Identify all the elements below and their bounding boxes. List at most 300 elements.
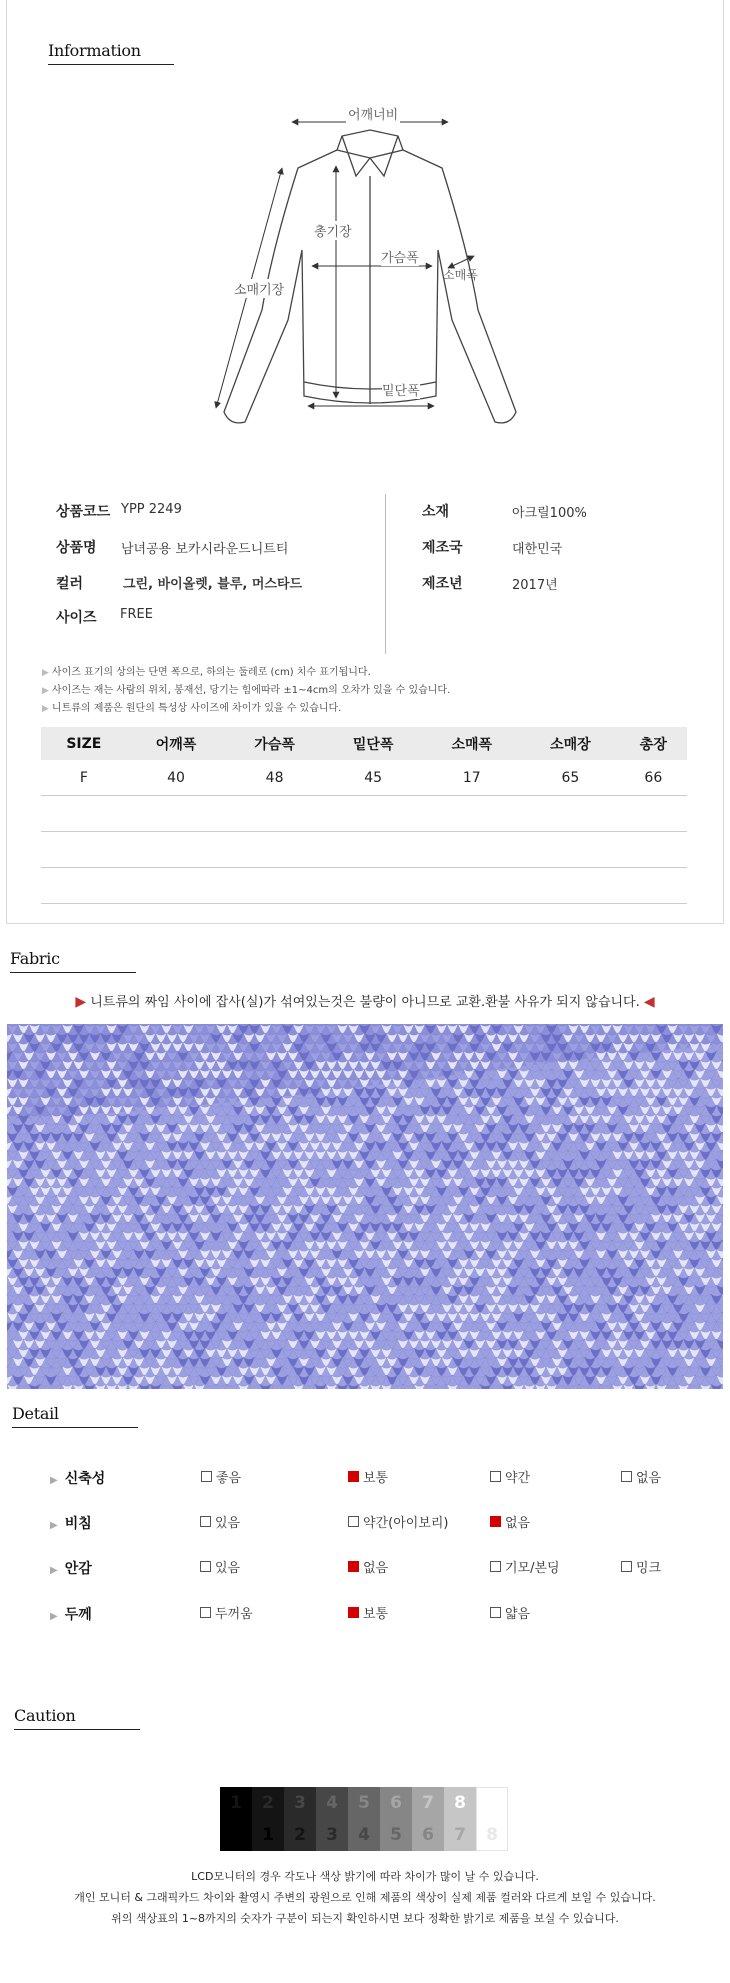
knit-stitch bbox=[194, 1294, 205, 1304]
knit-stitch bbox=[7, 1159, 13, 1169]
option-checkbox[interactable]: 없음 bbox=[490, 1512, 530, 1531]
knit-stitch bbox=[101, 1339, 112, 1349]
knit-stitch bbox=[365, 1303, 376, 1313]
knit-stitch bbox=[634, 1258, 645, 1268]
knit-stitch bbox=[585, 1375, 596, 1385]
knit-stitch bbox=[458, 1276, 469, 1286]
knit-stitch bbox=[453, 1285, 464, 1295]
knit-stitch bbox=[260, 1204, 271, 1214]
knit-stitch bbox=[469, 1204, 480, 1214]
knit-stitch bbox=[645, 1096, 656, 1106]
knit-stitch bbox=[343, 1195, 354, 1205]
knit-stitch bbox=[299, 1249, 310, 1259]
knit-stitch bbox=[282, 1330, 293, 1340]
knit-stitch bbox=[645, 1078, 656, 1088]
knit-stitch bbox=[557, 1312, 568, 1322]
knit-stitch bbox=[7, 1348, 18, 1358]
knit-stitch bbox=[700, 1204, 711, 1214]
knit-stitch bbox=[535, 1168, 546, 1178]
knit-stitch bbox=[453, 1231, 464, 1241]
knit-stitch bbox=[695, 1123, 706, 1133]
knit-stitch bbox=[431, 1087, 442, 1097]
knit-stitch bbox=[546, 1078, 557, 1088]
knit-stitch bbox=[310, 1285, 321, 1295]
knit-stitch bbox=[491, 1294, 502, 1304]
knit-stitch bbox=[354, 1231, 365, 1241]
knit-stitch bbox=[161, 1294, 172, 1304]
knit-stitch bbox=[700, 1150, 711, 1160]
knit-stitch bbox=[73, 1168, 84, 1178]
knit-stitch bbox=[524, 1204, 535, 1214]
size-note: ▶ 사이즈는 재는 사람의 위치, 봉재선, 당기는 힘에따라 ±1~4cm의 오차가 있을 수 있습니다. bbox=[42, 685, 451, 696]
knit-stitch bbox=[524, 1366, 535, 1376]
knit-stitch bbox=[640, 1303, 651, 1313]
knit-stitch bbox=[84, 1132, 95, 1142]
knit-stitch bbox=[238, 1348, 249, 1358]
knit-stitch bbox=[227, 1132, 238, 1142]
knit-stitch bbox=[128, 1330, 139, 1340]
knit-stitch bbox=[491, 1132, 502, 1142]
knit-stitch bbox=[706, 1231, 717, 1241]
knit-stitch bbox=[29, 1312, 40, 1322]
knit-stitch bbox=[535, 1366, 546, 1376]
knit-stitch bbox=[453, 1177, 464, 1187]
knit-stitch bbox=[425, 1168, 436, 1178]
knit-stitch bbox=[29, 1258, 40, 1268]
knit-stitch bbox=[469, 1132, 480, 1142]
knit-stitch bbox=[156, 1141, 167, 1151]
knit-stitch bbox=[13, 1195, 24, 1205]
knit-stitch bbox=[326, 1204, 337, 1214]
knit-stitch bbox=[717, 1249, 724, 1259]
knit-stitch bbox=[332, 1213, 343, 1223]
knit-stitch bbox=[623, 1240, 634, 1250]
knit-stitch bbox=[13, 1375, 24, 1385]
knit-stitch bbox=[414, 1222, 425, 1232]
knit-stitch bbox=[480, 1150, 491, 1160]
knit-stitch bbox=[491, 1186, 502, 1196]
knit-stitch bbox=[211, 1321, 222, 1331]
knit-stitch bbox=[640, 1231, 651, 1241]
knit-stitch bbox=[51, 1330, 62, 1340]
knit-stitch bbox=[123, 1159, 134, 1169]
knit-stitch bbox=[139, 1114, 150, 1124]
knit-stitch bbox=[233, 1159, 244, 1169]
knit-stitch bbox=[689, 1366, 700, 1376]
knit-stitch bbox=[590, 1078, 601, 1088]
knit-stitch bbox=[161, 1312, 172, 1322]
knit-stitch bbox=[541, 1123, 552, 1133]
option-checkbox[interactable]: 없음 bbox=[621, 1467, 661, 1486]
knit-stitch bbox=[722, 1348, 723, 1358]
knit-stitch bbox=[711, 1240, 722, 1250]
knit-stitch bbox=[706, 1357, 717, 1367]
knit-stitch bbox=[194, 1276, 205, 1286]
knit-stitch bbox=[7, 1240, 18, 1250]
knit-stitch bbox=[167, 1123, 178, 1133]
knit-stitch bbox=[260, 1114, 271, 1124]
knit-stitch bbox=[321, 1303, 332, 1313]
knit-stitch bbox=[651, 1285, 662, 1295]
knit-stitch bbox=[161, 1168, 172, 1178]
knit-stitch bbox=[7, 1204, 18, 1214]
knit-stitch bbox=[535, 1348, 546, 1358]
knit-stitch bbox=[436, 1348, 447, 1358]
knit-stitch bbox=[123, 1249, 134, 1259]
gray-swatch-bottom: 3 bbox=[316, 1819, 348, 1851]
knit-stitch bbox=[612, 1204, 623, 1214]
knit-stitch bbox=[238, 1204, 249, 1214]
knit-stitch bbox=[464, 1231, 475, 1241]
knit-stitch bbox=[348, 1240, 359, 1250]
knit-stitch bbox=[178, 1123, 189, 1133]
option-checkbox[interactable]: 좋음 bbox=[201, 1467, 241, 1486]
knit-stitch bbox=[678, 1384, 689, 1389]
knit-stitch bbox=[574, 1267, 585, 1277]
knit-stitch bbox=[381, 1222, 392, 1232]
knit-stitch bbox=[145, 1339, 156, 1349]
knit-stitch bbox=[139, 1258, 150, 1268]
knit-stitch bbox=[365, 1087, 376, 1097]
knit-stitch bbox=[123, 1303, 134, 1313]
knit-stitch bbox=[574, 1159, 585, 1169]
knit-stitch bbox=[95, 1132, 106, 1142]
knit-stitch bbox=[117, 1384, 128, 1389]
knit-stitch bbox=[354, 1249, 365, 1259]
knit-stitch bbox=[260, 1330, 271, 1340]
knit-stitch bbox=[194, 1384, 205, 1389]
knit-stitch bbox=[200, 1249, 211, 1259]
knit-stitch bbox=[73, 1330, 84, 1340]
knit-stitch bbox=[271, 1366, 282, 1376]
knit-stitch bbox=[706, 1105, 717, 1115]
knit-stitch bbox=[546, 1384, 557, 1389]
knit-stitch bbox=[249, 1366, 260, 1376]
knit-stitch bbox=[535, 1312, 546, 1322]
knit-stitch bbox=[277, 1159, 288, 1169]
knit-stitch bbox=[79, 1267, 90, 1277]
option-checkbox[interactable]: 얇음 bbox=[490, 1603, 530, 1622]
knit-stitch bbox=[541, 1105, 552, 1115]
knit-stitch bbox=[57, 1339, 68, 1349]
option-checkbox[interactable]: 약간(아이보리) bbox=[348, 1512, 449, 1531]
knit-stitch bbox=[183, 1294, 194, 1304]
knit-stitch bbox=[321, 1213, 332, 1223]
knit-stitch bbox=[359, 1114, 370, 1124]
knit-stitch bbox=[420, 1195, 431, 1205]
knit-stitch bbox=[7, 1177, 13, 1187]
knit-stitch bbox=[354, 1285, 365, 1295]
option-checkbox[interactable]: 기모/본딩 bbox=[490, 1557, 560, 1576]
knit-stitch bbox=[557, 1078, 568, 1088]
knit-stitch bbox=[123, 1267, 134, 1277]
knit-stitch bbox=[46, 1321, 57, 1331]
knit-stitch bbox=[189, 1213, 200, 1223]
knit-stitch bbox=[722, 1330, 723, 1340]
knit-stitch bbox=[684, 1123, 695, 1133]
knit-stitch bbox=[403, 1348, 414, 1358]
knit-stitch bbox=[260, 1384, 271, 1389]
knit-stitch bbox=[656, 1114, 667, 1124]
knit-stitch bbox=[233, 1249, 244, 1259]
knit-stitch bbox=[150, 1222, 161, 1232]
knit-stitch bbox=[282, 1294, 293, 1304]
knit-stitch bbox=[112, 1375, 123, 1385]
knit-stitch bbox=[200, 1321, 211, 1331]
knit-stitch bbox=[73, 1366, 84, 1376]
knit-stitch bbox=[13, 1285, 24, 1295]
knit-stitch bbox=[282, 1276, 293, 1286]
knit-stitch bbox=[183, 1222, 194, 1232]
option-checkbox[interactable]: 약간 bbox=[490, 1467, 530, 1486]
knit-stitch bbox=[128, 1312, 139, 1322]
knit-stitch bbox=[458, 1294, 469, 1304]
knit-stitch bbox=[711, 1114, 722, 1124]
knit-stitch bbox=[321, 1267, 332, 1277]
knit-stitch bbox=[519, 1159, 530, 1169]
knit-stitch bbox=[227, 1114, 238, 1124]
knit-stitch bbox=[387, 1087, 398, 1097]
knit-stitch bbox=[464, 1321, 475, 1331]
knit-stitch bbox=[106, 1222, 117, 1232]
knit-stitch bbox=[348, 1330, 359, 1340]
knit-stitch bbox=[568, 1096, 579, 1106]
knit-stitch bbox=[629, 1357, 640, 1367]
knit-stitch bbox=[618, 1339, 629, 1349]
knit-stitch bbox=[722, 1150, 723, 1160]
knit-stitch bbox=[530, 1105, 541, 1115]
knit-stitch bbox=[35, 1123, 46, 1133]
knit-stitch bbox=[436, 1096, 447, 1106]
knit-stitch bbox=[491, 1168, 502, 1178]
knit-stitch bbox=[222, 1249, 233, 1259]
gray-swatch-top: 7 bbox=[412, 1787, 444, 1819]
knit-stitch bbox=[211, 1357, 222, 1367]
knit-stitch bbox=[260, 1366, 271, 1376]
knit-stitch bbox=[238, 1366, 249, 1376]
knit-stitch bbox=[194, 1330, 205, 1340]
option-checkbox[interactable]: 보통 bbox=[348, 1467, 388, 1486]
option-checkbox[interactable]: 있음 bbox=[200, 1512, 240, 1531]
knit-stitch bbox=[255, 1375, 266, 1385]
knit-stitch bbox=[618, 1303, 629, 1313]
knit-stitch bbox=[249, 1384, 260, 1389]
knit-stitch bbox=[24, 1123, 35, 1133]
knit-stitch bbox=[51, 1168, 62, 1178]
knit-stitch bbox=[211, 1213, 222, 1223]
knit-stitch bbox=[684, 1303, 695, 1313]
knit-stitch bbox=[145, 1195, 156, 1205]
knit-stitch bbox=[689, 1132, 700, 1142]
knit-stitch bbox=[398, 1231, 409, 1241]
knit-stitch bbox=[233, 1231, 244, 1241]
knit-stitch bbox=[585, 1285, 596, 1295]
knit-stitch bbox=[178, 1339, 189, 1349]
knit-stitch bbox=[711, 1276, 722, 1286]
knit-stitch bbox=[277, 1267, 288, 1277]
knit-stitch bbox=[447, 1330, 458, 1340]
knit-stitch bbox=[524, 1096, 535, 1106]
knit-stitch bbox=[530, 1087, 541, 1097]
knit-stitch bbox=[370, 1294, 381, 1304]
knit-stitch bbox=[150, 1186, 161, 1196]
knit-stitch bbox=[508, 1141, 519, 1151]
knit-stitch bbox=[612, 1294, 623, 1304]
knit-stitch bbox=[519, 1195, 530, 1205]
knit-stitch bbox=[343, 1375, 354, 1385]
knit-stitch bbox=[359, 1150, 370, 1160]
knit-stitch bbox=[117, 1168, 128, 1178]
knit-stitch bbox=[563, 1249, 574, 1259]
knit-stitch bbox=[332, 1267, 343, 1277]
knit-stitch bbox=[332, 1339, 343, 1349]
knit-stitch bbox=[458, 1204, 469, 1214]
knit-stitch bbox=[139, 1150, 150, 1160]
knit-stitch bbox=[40, 1384, 51, 1389]
knit-stitch bbox=[123, 1285, 134, 1295]
knit-stitch bbox=[442, 1141, 453, 1151]
knit-stitch bbox=[420, 1141, 431, 1151]
knit-stitch bbox=[414, 1114, 425, 1124]
knit-stitch bbox=[79, 1357, 90, 1367]
knit-stitch bbox=[145, 1159, 156, 1169]
knit-stitch bbox=[315, 1312, 326, 1322]
knit-stitch bbox=[354, 1339, 365, 1349]
knit-stitch bbox=[249, 1240, 260, 1250]
knit-stitch bbox=[359, 1294, 370, 1304]
knit-stitch bbox=[139, 1330, 150, 1340]
knit-stitch bbox=[458, 1078, 469, 1088]
knit-stitch bbox=[35, 1195, 46, 1205]
knit-stitch bbox=[73, 1294, 84, 1304]
knit-stitch bbox=[216, 1240, 227, 1250]
knit-stitch bbox=[623, 1312, 634, 1322]
knit-stitch bbox=[678, 1186, 689, 1196]
knit-stitch bbox=[167, 1213, 178, 1223]
knit-stitch bbox=[579, 1078, 590, 1088]
caution-line: 개인 모니터 & 그래픽카드 차이와 촬영시 주변의 광원으로 인해 제품의 색상이 실제 제품 컬러와 다르게 보일 수 있습니다. bbox=[74, 1891, 656, 1904]
knit-stitch bbox=[458, 1132, 469, 1142]
knit-stitch bbox=[711, 1168, 722, 1178]
knit-stitch bbox=[519, 1123, 530, 1133]
knit-stitch bbox=[409, 1339, 420, 1349]
knit-stitch bbox=[634, 1222, 645, 1232]
knit-stitch bbox=[293, 1204, 304, 1214]
knit-stitch bbox=[24, 1141, 35, 1151]
caution-title: Caution bbox=[14, 1706, 76, 1725]
knit-stitch bbox=[354, 1267, 365, 1277]
knit-stitch bbox=[513, 1312, 524, 1322]
knit-stitch bbox=[359, 1348, 370, 1358]
knit-stitch bbox=[7, 1150, 18, 1160]
knit-stitch bbox=[288, 1195, 299, 1205]
knit-stitch bbox=[101, 1231, 112, 1241]
checkbox-icon bbox=[348, 1516, 359, 1527]
knit-stitch bbox=[590, 1312, 601, 1322]
knit-stitch bbox=[128, 1258, 139, 1268]
knit-stitch bbox=[304, 1132, 315, 1142]
knit-stitch bbox=[574, 1285, 585, 1295]
knit-stitch bbox=[90, 1339, 101, 1349]
knit-stitch bbox=[271, 1150, 282, 1160]
knit-stitch bbox=[387, 1177, 398, 1187]
knit-stitch bbox=[557, 1132, 568, 1142]
option-checkbox[interactable]: 보통 bbox=[348, 1603, 388, 1622]
knit-stitch bbox=[95, 1348, 106, 1358]
knit-stitch bbox=[123, 1177, 134, 1187]
knit-stitch bbox=[645, 1204, 656, 1214]
option-checkbox[interactable]: 있음 bbox=[200, 1557, 240, 1576]
knit-stitch bbox=[618, 1087, 629, 1097]
knit-stitch bbox=[211, 1123, 222, 1133]
knit-stitch bbox=[95, 1186, 106, 1196]
knit-stitch bbox=[508, 1213, 519, 1223]
knit-stitch bbox=[293, 1294, 304, 1304]
knit-stitch bbox=[189, 1249, 200, 1259]
knit-stitch bbox=[68, 1321, 79, 1331]
knit-stitch bbox=[420, 1105, 431, 1115]
knit-stitch bbox=[420, 1123, 431, 1133]
knit-stitch bbox=[475, 1213, 486, 1223]
knit-stitch bbox=[651, 1339, 662, 1349]
knit-stitch bbox=[497, 1249, 508, 1259]
knit-stitch bbox=[128, 1222, 139, 1232]
knit-stitch bbox=[359, 1168, 370, 1178]
knit-stitch bbox=[194, 1186, 205, 1196]
knit-stitch bbox=[161, 1366, 172, 1376]
knit-stitch bbox=[365, 1141, 376, 1151]
knit-stitch bbox=[117, 1240, 128, 1250]
knit-stitch bbox=[596, 1105, 607, 1115]
knit-stitch bbox=[519, 1303, 530, 1313]
detail-title-underline bbox=[12, 1427, 138, 1428]
knit-stitch bbox=[552, 1069, 563, 1079]
knit-stitch bbox=[134, 1249, 145, 1259]
knit-stitch bbox=[343, 1123, 354, 1133]
option-checkbox[interactable]: 밍크 bbox=[621, 1557, 661, 1576]
knit-stitch bbox=[579, 1186, 590, 1196]
knit-stitch bbox=[623, 1366, 634, 1376]
knit-stitch bbox=[112, 1213, 123, 1223]
knit-stitch bbox=[255, 1285, 266, 1295]
knit-stitch bbox=[260, 1150, 271, 1160]
option-checkbox[interactable]: 없음 bbox=[348, 1557, 388, 1576]
knit-stitch bbox=[535, 1204, 546, 1214]
knit-stitch bbox=[656, 1240, 667, 1250]
knit-stitch bbox=[238, 1312, 249, 1322]
option-checkbox[interactable]: 두꺼움 bbox=[200, 1603, 253, 1622]
knit-stitch bbox=[288, 1159, 299, 1169]
knit-stitch bbox=[321, 1375, 332, 1385]
knit-stitch bbox=[717, 1141, 724, 1151]
knit-stitch bbox=[689, 1240, 700, 1250]
knit-stitch bbox=[508, 1339, 519, 1349]
knit-stitch bbox=[7, 1168, 18, 1178]
knit-stitch bbox=[18, 1186, 29, 1196]
knit-stitch bbox=[7, 1267, 13, 1277]
knit-stitch bbox=[271, 1168, 282, 1178]
knit-stitch bbox=[590, 1240, 601, 1250]
knit-stitch bbox=[579, 1150, 590, 1160]
knit-stitch bbox=[596, 1267, 607, 1277]
knit-stitch bbox=[150, 1348, 161, 1358]
knit-stitch bbox=[480, 1168, 491, 1178]
knit-stitch bbox=[161, 1150, 172, 1160]
knit-stitch bbox=[238, 1276, 249, 1286]
knit-stitch bbox=[629, 1231, 640, 1241]
knit-stitch bbox=[524, 1330, 535, 1340]
knit-stitch bbox=[689, 1384, 700, 1389]
